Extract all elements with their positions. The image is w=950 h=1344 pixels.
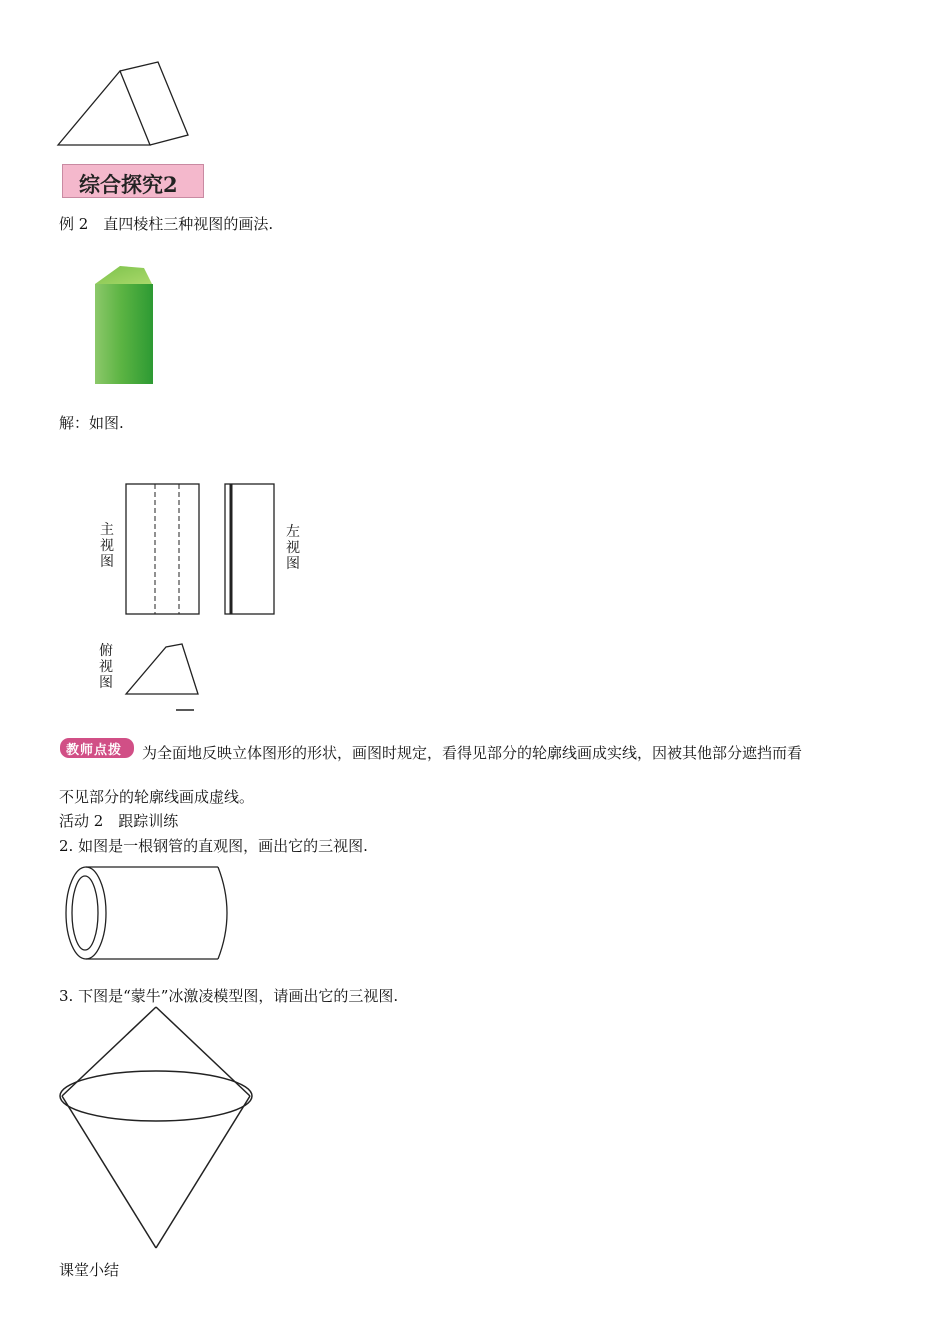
solution-text: 解：如图. bbox=[59, 414, 124, 432]
summary-title: 课堂小结 bbox=[59, 1261, 120, 1279]
front-view bbox=[126, 484, 199, 614]
section-heading-box bbox=[62, 164, 204, 198]
teacher-tip-line-2: 不见部分的轮廓线画成虚线。 bbox=[59, 788, 255, 806]
ice-cream-cone-figure bbox=[52, 1002, 262, 1254]
green-prism-image bbox=[92, 264, 158, 388]
question-3: 3. 下图是“蒙牛”冰激凌模型图，请画出它的三视图. bbox=[59, 987, 399, 1005]
left-view-label: 左视图 bbox=[286, 524, 300, 572]
three-views-diagram bbox=[90, 475, 320, 715]
section-heading: 综合探究2 bbox=[79, 172, 178, 197]
top-view-label: 俯视图 bbox=[99, 643, 113, 691]
front-view-label: 主视图 bbox=[100, 522, 114, 570]
steel-pipe-figure bbox=[58, 860, 238, 966]
teacher-tip-badge-label: 教师点拨 bbox=[66, 743, 123, 758]
question-2: 2. 如图是一根钢管的直观图，画出它的三视图. bbox=[59, 837, 368, 855]
top-view bbox=[126, 644, 198, 694]
teacher-tip-badge bbox=[60, 738, 134, 758]
triangular-prism-figure bbox=[50, 55, 200, 155]
example-title: 例 2 直四棱柱三种视图的画法. bbox=[59, 215, 274, 233]
teacher-tip-line-1: 为全面地反映立体图形的形状，画图时规定，看得见部分的轮廓线画成实线，因被其他部分遮挡而看 bbox=[142, 744, 803, 762]
activity-title: 活动 2 跟踪训练 bbox=[59, 812, 179, 830]
